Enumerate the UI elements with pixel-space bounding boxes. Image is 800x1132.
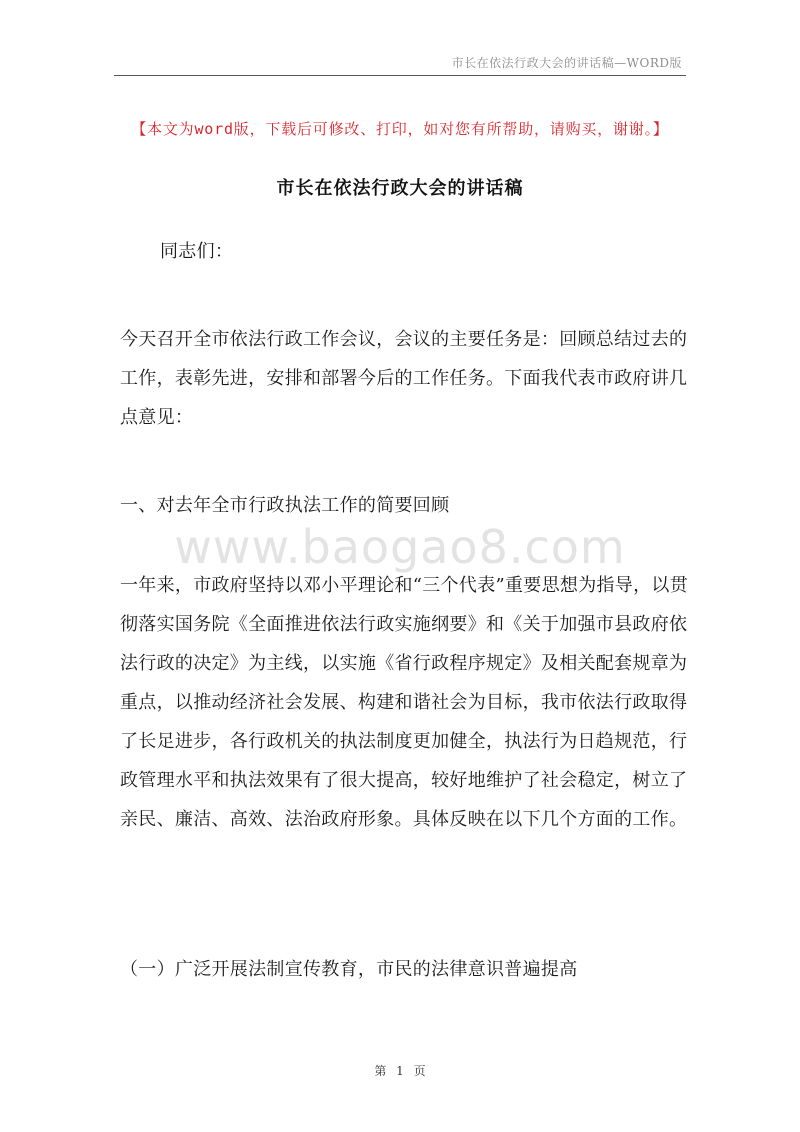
paragraph-intro: 今天召开全市依法行政工作会议，会议的主要任务是：回顾总结过去的工作，表彰先进，安排和部署今后的工作任务。下面我代表市政府讲几点意见： <box>120 329 688 428</box>
subsection-heading: （一）广泛开展法制宣传教育，市民的法律意识普遍提高 <box>120 959 578 980</box>
page-suffix: 页 <box>413 1064 426 1078</box>
salutation: 同志们： <box>160 241 234 262</box>
section-heading: 一、对去年全市行政执法工作的简要回顾 <box>120 495 450 516</box>
watermark: www.baogao8.com <box>174 520 626 574</box>
page-number: 1 <box>396 1064 404 1078</box>
header-divider <box>114 75 686 76</box>
document-title: 市长在依法行政大会的讲话稿 <box>276 178 524 199</box>
page-prefix: 第 <box>374 1064 387 1078</box>
running-header-title: 市长在依法行政大会的讲话稿—WORD版 <box>451 56 682 70</box>
page-footer <box>0 1062 800 1079</box>
purchase-notice: 【本文为word版，下载后可修改、打印，如对您有所帮助，请购买，谢谢。】 <box>131 120 669 138</box>
paragraph-review: 一年来，市政府坚持以邓小平理论和“三个代表”重要思想为指导，以贯彻落实国务院《全面推进依法行政实施纲要》和《关于加强市县政府依法行政的决定》为主线，以实施《省行政程序规定》及相关配套规章为重点，以推动经济社会发展、构建和谐社会为目标，我市依法行政取得了长足进步，各行政机关的执法制度更加健全，执法行为日趋规范，行政管理水平和执法效果有了很大提高，较好地维护了社会稳定，树立了亲民、廉洁、高效、法治政府形象。具体反映在以下几个方面的工作。 <box>120 575 689 830</box>
